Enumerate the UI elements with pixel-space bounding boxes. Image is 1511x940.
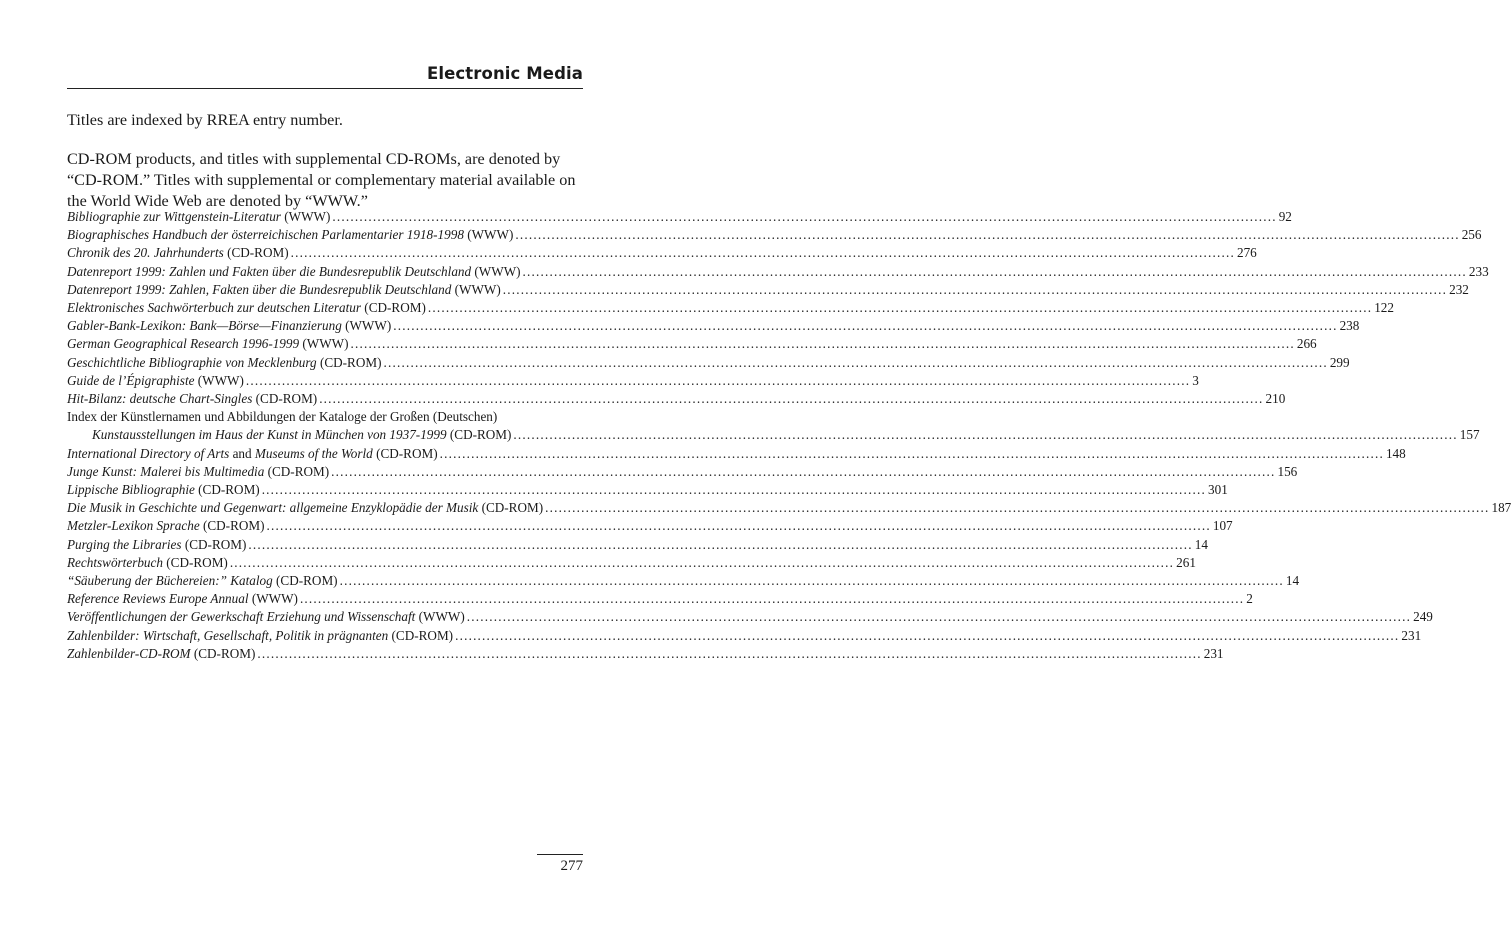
- list-item: Datenreport 1999: Zahlen und Fakten über die Bundesrepublik Deutschland (WWW) ..... 233: [67, 263, 583, 281]
- list-item: Veröffentlichungen der Gewerkschaft Erziehung und Wissenschaft (WWW) ..... 249: [67, 608, 583, 626]
- page-number: 277: [560, 858, 583, 874]
- list-item: Die Musik in Geschichte und Gegenwart: allgemeine Enzyklopädie der Musik (CD-ROM) ..... 187: [67, 499, 583, 517]
- intro-paragraph-2: CD-ROM products, and titles with supplemental CD-ROMs, are denoted by “CD-ROM.” Titles with supplemental or complementary material available on the World Wide Web are denoted by “WWW.”: [67, 150, 576, 210]
- entry-number: 148: [1385, 445, 1406, 461]
- entry-number: 156: [1277, 463, 1298, 479]
- list-item: Biographisches Handbuch der österreichischen Parlamentarier 1918-1998 (WWW) ..... 256: [67, 226, 583, 244]
- list-item: Zahlenbilder: Wirtschaft, Gesellschaft, Politik in prägnanten (CD-ROM) ..... 231: [67, 627, 583, 645]
- intro-paragraph-1: Titles are indexed by RREA entry number.: [67, 111, 343, 129]
- entry-number: 14: [1194, 536, 1208, 552]
- entry-number: 3: [1192, 372, 1199, 388]
- list-item: Kunstausstellungen im Haus der Kunst in München von 1937-1999 (CD-ROM) ..... 157: [67, 426, 583, 444]
- list-item: Hit-Bilanz: deutsche Chart-Singles (CD-ROM) ..... 210: [67, 390, 583, 408]
- list-item: Guide de l’Épigraphiste (WWW) ..... 3: [67, 372, 583, 390]
- entry-number: 2: [1246, 591, 1253, 607]
- list-item: Datenreport 1999: Zahlen, Fakten über die Bundesrepublik Deutschland (WWW) ..... 232: [67, 281, 583, 299]
- entry-number: 233: [1468, 263, 1489, 279]
- list-item: International Directory of Arts and Museums of the World (CD-ROM) ..... 148: [67, 445, 583, 463]
- list-item: Purging the Libraries (CD-ROM) ..... 14: [67, 536, 583, 554]
- entry-number: 157: [1459, 427, 1480, 443]
- section-title: Electronic Media: [427, 64, 583, 83]
- list-item: “Säuberung der Büchereien:” Katalog (CD-ROM) ..... 14: [67, 572, 583, 590]
- entry-number: 301: [1208, 482, 1228, 498]
- entry-list: [67, 208, 1511, 663]
- entry-number: 210: [1265, 391, 1286, 407]
- footer-rule: [537, 854, 583, 855]
- entry-number: 14: [1285, 573, 1300, 589]
- entry-number: 231: [1203, 645, 1224, 661]
- list-item: Geschichtliche Bibliographie von Mecklenburg (CD-ROM) ..... 299: [67, 354, 583, 372]
- entry-number: 276: [1236, 245, 1257, 261]
- list-item: Rechtswörterbuch (CD-ROM) ..... 261: [67, 554, 583, 572]
- entry-number: 261: [1176, 554, 1196, 570]
- list-item-wrapped-line: Index der Künstlernamen und Abbildungen der Kataloge der Großen (Deutschen): [67, 409, 498, 425]
- list-item: Chronik des 20. Jahrhunderts (CD-ROM) ..... 276: [67, 244, 583, 262]
- list-item: Junge Kunst: Malerei bis Multimedia (CD-ROM) ..... 156: [67, 463, 583, 481]
- header-rule: [67, 88, 583, 89]
- list-item: Elektronisches Sachwörterbuch zur deutschen Literatur (CD-ROM) ..... 122: [67, 299, 583, 317]
- list-item: Bibliographie zur Wittgenstein-Literatur (WWW) ..... 92: [67, 208, 583, 226]
- entry-number: 266: [1296, 336, 1317, 352]
- list-item: Gabler-Bank-Lexikon: Bank—Börse—Finanzierung (WWW) ..... 238: [67, 317, 583, 335]
- list-item: Zahlenbilder-CD-ROM (CD-ROM) ..... 231: [67, 645, 583, 663]
- list-item: German Geographical Research 1996-1999 (WWW) ..... 266: [67, 335, 583, 353]
- entry-number: 232: [1449, 281, 1469, 297]
- list-item: Metzler-Lexikon Sprache (CD-ROM) ..... 107: [67, 517, 583, 535]
- entry-number: 238: [1339, 318, 1360, 334]
- intro: [67, 110, 583, 212]
- entry-number: 231: [1401, 627, 1422, 643]
- entry-number: 122: [1374, 300, 1394, 316]
- entry-number: 249: [1413, 609, 1433, 625]
- list-item: Lippische Bibliographie (CD-ROM) ..... 301: [67, 481, 583, 499]
- entry-number: 187: [1491, 500, 1511, 516]
- entry-number: 299: [1329, 354, 1350, 370]
- entry-number: 92: [1278, 209, 1292, 224]
- entry-number: 107: [1212, 518, 1233, 534]
- entry-number: 256: [1461, 227, 1482, 243]
- list-item: Reference Reviews Europe Annual (WWW) ..... 2: [67, 590, 583, 608]
